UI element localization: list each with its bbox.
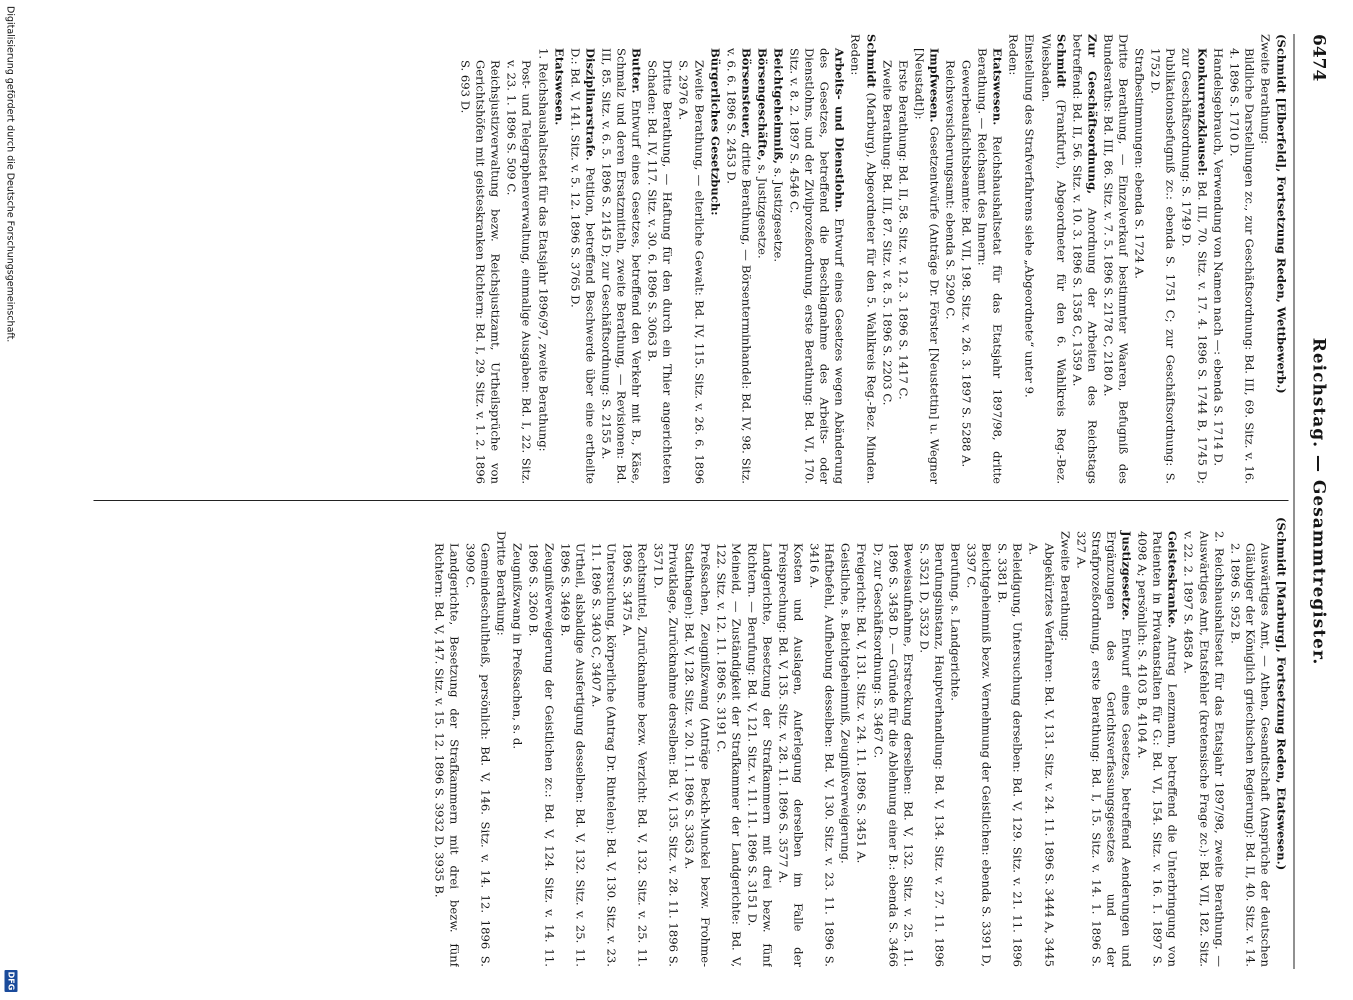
index-entry xyxy=(510,517,525,967)
left-column xyxy=(94,34,1289,484)
index-entry xyxy=(682,517,712,967)
entry-text: Dritte Berathung, — Einzelverkauf bestimmter Waaren, Befugniß des Bundesraths: Bd. III, 86. Sitz. v. 7. 5. 1896 S. 2178 C, 2180 A. xyxy=(1101,34,1131,484)
index-entry xyxy=(1100,34,1130,484)
index-entry xyxy=(964,517,994,967)
entry-heading: (Schmidt [Elberfeld], Fortsetzung Reden, Wettbewerb.) xyxy=(1274,34,1289,394)
entry-text: Zweite Berathung: Bd. III, 87. Sitz. v. 8. 5. 1896 S. 2203 C. xyxy=(880,60,895,406)
entry-heading: Butter. xyxy=(629,48,644,94)
entry-text: Post- und Telegraphenverwaltung, einmalige Ausgaben: Bd. I, 22. Sitz. v. 23. 1. 1896 S. 509 C. xyxy=(504,60,534,484)
entry-text: Publikationsbefugniß zc.: ebenda S. 1751 C; zur Geschäftsordnung: S. 1752 D. xyxy=(1148,48,1178,484)
dfg-logo: DFG xyxy=(6,971,16,991)
entry-heading: Justizgesetze. xyxy=(1119,531,1134,621)
index-entry xyxy=(707,34,722,484)
entry-text: Auswärtiges Amt, — Athen, Gesandtschaft (Ansprüche der deutschen Gläubiger der Königlich griechischen Regierung): Bd. II, 40. Sitz. v. 14. 2. 1896 S. 952 B. xyxy=(1228,543,1273,967)
index-entry xyxy=(1026,517,1056,967)
index-entry xyxy=(787,34,847,484)
entry-text: Entwurf eines Gesetzes, betreffend Aenderungen und Ergänzungen des Gerichtsverfassungsgesetzes und der Strafprozeßordnung, erste Berathung: Bd. I, 15. Sitz. v. 14. 1. 1896 S. 327 A. xyxy=(1074,531,1134,967)
entry-text: Einstellung des Strafverfahrens siehe „Abgeordnete“ unter 9. xyxy=(1023,34,1037,398)
entry-text: Beleidigung, Untersuchung derselben: Bd. V, 129. Sitz. v. 21. 11. 1896 S. 3381 B. xyxy=(995,543,1025,967)
header-rule xyxy=(1294,34,1295,969)
entry-text: Bd. III, 70. Sitz. v. 17. 4. 1896 S. 1744 B, 1745 D; zur Geschäftsordnung: S. 1749 D. xyxy=(1179,48,1210,484)
entry-text: Preßsachen, Zeugnißzwang (Anträge Beckh-Munckel bezw. Frohme-Stadthagen): Bd. V, 128. Sitz. v. 20. 11. 1896 S. 3363 A. xyxy=(682,543,713,967)
entry-text: Berufung, s. Landgerichte. xyxy=(948,543,963,701)
entry-text: Zweite Berathung: xyxy=(1058,531,1073,641)
index-entry xyxy=(995,517,1025,967)
entry-text: Zweite Berathung: xyxy=(1258,34,1273,144)
index-entry xyxy=(854,517,869,967)
entry-heading: Etatswesen. xyxy=(990,48,1005,126)
entry-text: (Marburg), Abgeordneter für den 5. Wahlkreis Reg.-Bez. Minden. Reden: xyxy=(848,34,879,484)
entry-heading: Börsengeschäfte, xyxy=(755,48,770,161)
index-entry xyxy=(942,34,957,484)
entry-text: Strafbestimmungen: ebenda S. 1724 A. xyxy=(1132,48,1147,279)
index-entry xyxy=(1181,517,1226,967)
index-entry xyxy=(645,34,675,484)
entry-text: Anordnung der Arbeiten des Reichstags betreffend: Bd. II, 56. Sitz. v. 10. 3. 1896 S. 1358 C, 1359 A. xyxy=(1070,34,1100,484)
entry-text: Gewerbeaufsichtsbeamte: Bd. VII, 198. Sitz. v. 26. 3. 1897 S. 5288 A. xyxy=(959,60,974,468)
index-entry xyxy=(557,517,587,967)
index-entry xyxy=(879,34,894,484)
entry-text: 2. Reichshaushaltsetat für das Etatsjahr 1897/98, zweite Berathung. — Auswärtiges Amt, Etatsfehler (kretensische Frage zc.): Bd. VII, 182. Sitz. v. 22. 2. 1897 S. 4858 A. xyxy=(1181,531,1227,967)
entry-text: Freigericht: Bd. V, 131. Sitz. v. 24. 11. 1896 S. 3451 A. xyxy=(854,543,869,864)
entry-heading: Arbeits- und Dienstlohn. xyxy=(832,48,847,213)
entry-heading: Beichtgeheimniß, xyxy=(771,48,786,165)
index-entry xyxy=(848,34,878,484)
entry-text: Rechtsmittel, Zurücknahme bezw. Verzicht: Bd. V, 132. Sitz. v. 25. 11. 1896 S. 3475 A. xyxy=(620,543,650,967)
index-entry xyxy=(916,517,946,967)
entry-text: Petition, betreffend Beschwerde über eine ertheilte D.: Bd. V, 141. Sitz. v. 5. 12. 1896 S. 3765 D. xyxy=(568,48,598,484)
index-entry xyxy=(1132,34,1147,484)
entry-text: Meineid, — Zuständigkeit der Strafkammer der Landgerichte: Bd. V, 122. Sitz. v. 12. 11. 1896 S. 3191 C. xyxy=(714,543,744,967)
entry-text: Antrag Lenzmann, betreffend die Unterbringung von Patienten in Privatanstalten für G.: Bd. VI, 154. Sitz. v. 16. 1. 1897 S. 4098 A; persönlich: S. 4103 B, 4104 A. xyxy=(1135,531,1180,967)
index-entry xyxy=(744,517,774,967)
index-entry xyxy=(551,34,566,484)
entry-text: Berufungsinstanz, Hauptverhandlung: Bd. V, 134. Sitz. v. 27. 11. 1896 S. 3521 D, 3532 D. xyxy=(917,543,947,967)
entry-text: Bildliche Darstellungen zc., zur Geschäftsordnung: Bd. III, 69. Sitz. v. 16. 4. 1896 S. 1710 D. xyxy=(1227,48,1257,484)
entry-text: Gemeindeschultheiß, persönlich: Bd. V, 146. Sitz. v. 14. 12. 1896 S. 3909 C. xyxy=(463,543,493,967)
entry-text: Reichshaushaltsetat für das Etatsjahr 1897/98, dritte Berathung. — Reichsamt des Innern: xyxy=(975,48,1005,484)
index-entry xyxy=(723,34,753,484)
index-entry xyxy=(838,517,853,967)
entry-text: Reden: xyxy=(1006,34,1021,76)
entry-text: Erste Berathung: Bd. II, 58. Sitz. v. 12. 3. 1896 S. 1417 C. xyxy=(896,60,911,400)
index-entry xyxy=(754,34,769,484)
index-entry xyxy=(463,517,493,967)
entry-text: Zeugnißzwang in Preßsachen, s. d. xyxy=(510,543,525,749)
entry-text: s. Justizgesetze. xyxy=(755,164,770,259)
entry-text: Dritte Berathung, — Haftung für den durch ein Thier angerichteten Schaden: Bd. IV, 117. Sitz. v. 30. 6. 1896 S. 3063 B. xyxy=(645,60,675,484)
index-entry xyxy=(1179,34,1209,484)
index-entry xyxy=(975,34,1005,484)
index-entry xyxy=(1057,517,1072,967)
index-entry xyxy=(1210,34,1225,484)
entry-text: Haftbefehl, Aufhebung desselben: Bd. V, 130. Sitz. v. 23. 11. 1896 S. 3416 A. xyxy=(807,543,837,967)
entry-heading: Bürgerliches Gesetzbuch: xyxy=(708,48,723,216)
page-number: 6474 xyxy=(1308,34,1329,82)
index-entry xyxy=(458,34,503,484)
entry-text: Zweite Berathung, — elterliche Gewalt: Bd. IV, 115. Sitz. v. 26. 6. 1896 S. 2976 A. xyxy=(676,60,707,484)
entry-text: Zeugnißverweigerung der Geistlichen zc.: Bd. V, 124. Sitz. v. 14. 11. 1896 S. 3260 B. xyxy=(527,543,557,967)
entry-text: Privatklage, Zurücknahme derselben: Bd. V, 135. Sitz. v. 28. 11. 1896 S. 3571 D. xyxy=(651,543,681,967)
index-entry xyxy=(1006,34,1021,484)
entry-text: Landgerichte, Besetzung der Strafkammern mit drei bezw. fünf Richtern: Bd. V, 147. Sitz. v. 15. 12. 1896 S. 3932 D, 3935 B. xyxy=(432,543,462,967)
column-divider xyxy=(94,500,1289,501)
index-entry xyxy=(1069,34,1099,484)
entry-text: Gesetzentwürfe (Anträge Dr. Förster [Neustettin] u. Wegner [Neustadt]): xyxy=(912,48,942,484)
entry-text: Kosten und Auslagen, Auferlegung derselben im Falle der Freisprechung: Bd. V, 135. Sitz. v. 28. 11. 1896 S. 3577 A. xyxy=(776,543,806,967)
index-entry xyxy=(959,34,974,484)
index-entry xyxy=(807,517,837,967)
page-title: Reichstag. — Gesammtregister. xyxy=(1308,337,1329,666)
index-entry xyxy=(619,517,649,967)
entry-heading: Schmidt xyxy=(1054,34,1069,88)
entry-text: Geistliche, s. Beichtgeheimniß, Zeugnißverweigerung. xyxy=(838,543,853,864)
right-column xyxy=(94,517,1289,967)
entry-text: Beichtgeheimniß bezw. Vernehmung der Geistlichen: ebenda S. 3391 D, 3397 C. xyxy=(964,543,994,967)
entry-text: Untersuchung, körperliche (Antrag Dr. Rintelen): Bd. V, 130. Sitz. v. 23. 11. 1896 S. 3403 C, 3407 A. xyxy=(589,543,619,967)
index-entry xyxy=(504,34,534,484)
index-entry xyxy=(526,517,556,967)
index-entry xyxy=(1273,34,1288,484)
index-entry xyxy=(1038,34,1068,484)
index-entry xyxy=(1022,34,1037,484)
footer-bar xyxy=(3,0,19,1000)
index-entry xyxy=(676,34,706,484)
index-entry xyxy=(588,517,618,967)
entry-text: Landgerichte, Besetzung der Strafkammern mit drei bezw. fünf Richtern. — Berufung: Bd. V, 121. Sitz. v. 11. 11. 1896 S. 3151 D. xyxy=(745,543,775,967)
index-entry xyxy=(895,34,910,484)
entry-text: Reichsjustizverwaltung bezw. Reichsjustizamt, Urtheilsprüche von Gerichtshöfen mit geisteskranken Richtern: Bd. I, 29. Sitz. v. 1. 2. 1896 S. 693 D. xyxy=(458,60,503,484)
page-header xyxy=(1295,34,1353,969)
entry-text: Entwurf eines Gesetzes, betreffend den Verkehr mit B., Käse, Schmalz und deren Ersatzmitteln, zweite Berathung, — Revisionen: Bd. III, 85. Sitz. v. 6. 5. 1896 S. 2145 D; zur Geschäftsordnung: S. 2155 A. xyxy=(599,48,644,484)
index-entry xyxy=(431,517,461,967)
index-entry xyxy=(598,34,643,484)
index-entry xyxy=(1226,34,1256,484)
entry-text: dritte Berathung, — Börsenterminhandel: Bd. IV, 98. Sitz. v. 6. 6. 1896 S. 2453 D. xyxy=(724,48,754,484)
entry-text: Entwurf eines Gesetzes wegen Abänderung des Gesetzes, betreffend die Beschlagnahme des Arbeits- oder Dienstlohns, und der Zivilprozeßordnung, erste Berathung: Bd. VI, 170. Sitz. v. 8. 2. 1897 S. 4546 C. xyxy=(787,48,847,484)
index-entry xyxy=(775,517,805,967)
entry-text: (Frankfurt), Abgeordneter für den 6. Wahlkreis Reg.-Bez. Wiesbaden. xyxy=(1039,34,1069,484)
index-entry xyxy=(651,517,681,967)
index-entry xyxy=(1148,34,1178,484)
entry-heading: Börsensteuer, xyxy=(739,48,754,139)
entry-heading: Schmidt xyxy=(864,34,879,88)
index-entry xyxy=(1257,34,1272,484)
entry-heading: Geisteskranke. xyxy=(1165,531,1180,628)
entry-heading: Impfwesen. xyxy=(927,48,942,123)
entry-text: Beweisaufnahme, Erstreckung derselben: Bd. V, 132. Sitz. v. 25. 11. 1896 S. 3458 D. — Gründe für die Ablehnung einer B.: ebenda S. 3466 D; zur Geschäftsordnung: S. 3467 C. xyxy=(871,543,916,967)
index-entry xyxy=(535,34,550,484)
entry-text: Reichsversicherungsamt: ebenda S. 5290 C. xyxy=(943,60,958,320)
index-entry xyxy=(1227,517,1272,967)
entry-text: Urtheil, alsbaldige Ausfertigung desselben: Bd. V, 132. Sitz. v. 25. 11. 1896 S. 3469 B. xyxy=(558,543,588,967)
footer-credit: Digitalisierung gefördert durch die Deutsche Forschungsgemeinschaft. xyxy=(4,6,16,343)
entry-text: 1. Reichshaushaltsetat für das Etatsjahr 1896/97, zweite Berathung: xyxy=(536,48,551,452)
entry-heading: (Schmidt [Marburg], Fortsetzung Reden, Etatswesen.) xyxy=(1274,517,1289,871)
index-entry xyxy=(911,34,941,484)
index-entry xyxy=(1135,517,1180,967)
index-entry xyxy=(713,517,743,967)
entry-heading: Konkurrenzklausel: xyxy=(1195,48,1210,177)
entry-text: Dritte Berathung: xyxy=(494,531,509,636)
index-entry xyxy=(1273,517,1288,967)
entry-text: s. Justizgesetze. xyxy=(771,167,786,263)
entry-text: Handelsgebrauch, Verwendung von Namen nach —: ebenda S. 1714 D. xyxy=(1211,48,1226,467)
entry-heading: Zur Geschäftsordnung, xyxy=(1085,34,1100,195)
index-entry xyxy=(567,34,597,484)
index-entry xyxy=(947,517,962,967)
index-entry xyxy=(870,517,915,967)
entry-heading: Disziplinarstrafe. xyxy=(583,48,598,161)
entry-heading: Etatswesen. xyxy=(552,48,567,126)
entry-text: Abgekürztes Verfahren: Bd. V, 131. Sitz. v. 24. 11. 1896 S. 3444 A, 3445 A. xyxy=(1027,543,1057,967)
index-entry xyxy=(770,34,785,484)
index-entry xyxy=(494,517,509,967)
index-entry xyxy=(1073,517,1133,967)
